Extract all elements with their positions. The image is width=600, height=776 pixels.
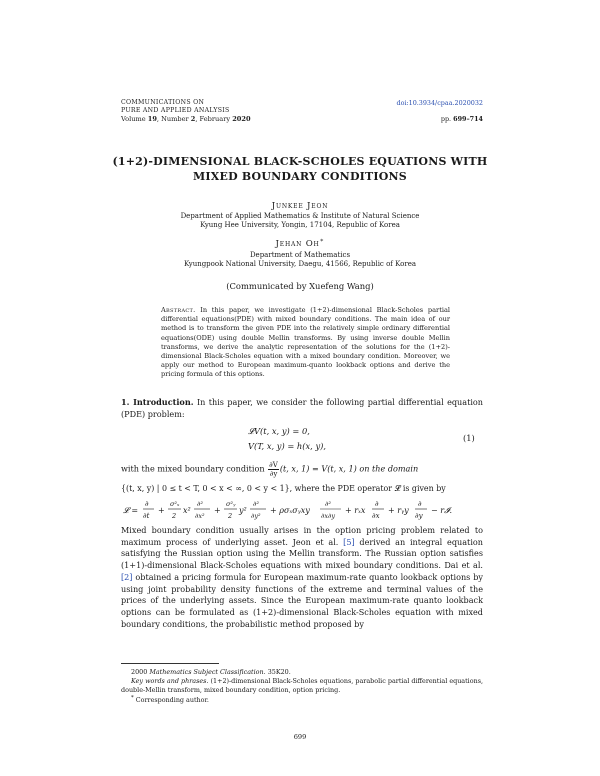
svg-text:∂²: ∂² — [253, 500, 259, 508]
page-number: 699 — [293, 733, 307, 741]
doi-link[interactable]: doi:10.3934/cpaa.2020032 — [396, 99, 483, 107]
author-1-name: Junkee Jeon — [271, 201, 329, 211]
intro-lead-text: In this paper, we consider the following partial differential equation (PDE) problem: — [121, 397, 484, 419]
citation-2[interactable]: [2] — [121, 571, 133, 582]
svg-text:2: 2 — [228, 512, 233, 520]
volume-line: Volume 19, Number 2, February 2020 — [121, 115, 251, 123]
svg-text:+: + — [158, 506, 165, 515]
svg-text:∂²: ∂² — [325, 500, 331, 508]
keywords-footnote: Key words and phrases. (1+2)-dimensional Black-Scholes equations, parabolic partial differential equations, double-Mellin transform, mixed boundary condition, option pricing. — [121, 676, 484, 694]
footnote-rule — [121, 663, 219, 664]
svg-text:+ rₓx: + rₓx — [345, 506, 366, 515]
section-heading: 1. Introduction. — [121, 397, 194, 407]
svg-text:2: 2 — [172, 512, 177, 520]
citation-5[interactable]: [5] — [343, 536, 355, 547]
svg-text:∂²: ∂² — [197, 500, 203, 508]
svg-text:∂x²: ∂x² — [195, 512, 205, 520]
corresponding-footnote: * Corresponding author. — [131, 695, 209, 705]
svg-text:∂x: ∂x — [372, 512, 380, 520]
author-1-affiliation: Department of Applied Mathematics & Institute of Natural Science Kyung Hee University, Yongin, 17104, Republic of Korea — [180, 212, 420, 230]
journal-header — [121, 99, 251, 123]
boundary-condition: with the mixed boundary condition $\frac{\partial V}{\partial y}$ (t, x, 1) = V(t, x, 1) on the domain — [121, 461, 419, 478]
corresponding-marker: ∗ — [319, 237, 325, 244]
abstract-label: Abstract. — [161, 306, 196, 314]
svg-text:x²: x² — [183, 506, 191, 515]
svg-text:∂: ∂ — [418, 500, 422, 508]
intro-paragraph-2: Mixed boundary condition usually arises in the option pricing problem related to maximum process of underlying asset. Jeon et al. [5] derived an integral equation satisfying the Russian option using the Mellin transform. The Russian option satisfies (1+1)-dimensional Black-Scholes equations with mixed boundary conditions. Dai et al. [2] obtained a pricing formula for European maximum-rate quanto lookback options by using joint probability density functions of the extreme and terminal values of the prices of the underlying assets. Since the European maximum-rate quanto lookback options can be formulated as (1+2)-dimensional Black-Scholes equation with mixed boundary conditions, the probabilistic method proposed by — [121, 525, 484, 629]
msc-footnote: 2000 Mathematics Subject Classification. 35K20. — [131, 668, 291, 676]
domain-text: {(t, x, y) | 0 ≤ t < T, 0 < x < ∞, 0 < y < 1}, where the PDE operator 𝓛 is given by — [121, 484, 446, 493]
operator-tail: − r𝓘. — [431, 506, 453, 515]
title-line2: MIXED BOUNDARY CONDITIONS — [193, 170, 407, 183]
author-2-affiliation: Department of Mathematics Kyungpook National University, Daegu, 41566, Republic of Korea — [183, 251, 417, 269]
svg-text:σ²ᵧ: σ²ᵧ — [226, 500, 236, 508]
page-range: pp. 699–714 — [440, 115, 483, 123]
svg-text:∂y: ∂y — [415, 512, 423, 520]
pde-operator-equation — [121, 497, 483, 523]
issue-number: 2 — [190, 115, 196, 123]
svg-text:y²: y² — [239, 506, 247, 515]
journal-name-line1: COMMUNICATIONS ON — [121, 99, 205, 106]
paper-title — [0, 154, 600, 184]
partial-fraction: $\frac{\partial V}{\partial y}$ — [269, 461, 278, 478]
author-2-name: Jehan Oh∗ — [275, 237, 325, 249]
intro-lead — [121, 397, 483, 420]
svg-text:∂y²: ∂y² — [251, 512, 261, 520]
equation-1 — [248, 426, 326, 451]
abstract-text: In this paper, we investigate (1+2)-dimensional Black-Scholes partial differential equations(PDE) with mixed boundary conditions. The main idea of our method is to transform the given PDE into the relatively simple ordinary differential equations(ODE) using double Mellin transforms. By using inverse double Mellin transforms, we derive the analytic representation of the solutions for the (1+2)-dimensional Black-Scholes equation with a mixed boundary condition. Moreover, we apply our method to European maximum-quanto lookback options and derive the pricing formula of this options. — [161, 306, 450, 379]
equation-1-line2: V(T, x, y) = h(x, y), — [248, 441, 327, 451]
equation-1-label: (1) — [463, 433, 475, 443]
equation-1-line1: 𝓛V(t, x, y) = 0, — [248, 426, 310, 436]
svg-text:+: + — [214, 506, 221, 515]
communicated-by: (Communicated by Xuefeng Wang) — [226, 281, 374, 291]
title-line1: (1+2)-DIMENSIONAL BLACK-SCHOLES EQUATIONS WITH — [112, 155, 488, 168]
svg-text:∂: ∂ — [145, 500, 149, 508]
journal-name-line2: PURE AND APPLIED ANALYSIS — [121, 107, 230, 114]
abstract — [161, 306, 450, 380]
volume-number: 19 — [147, 115, 157, 123]
svg-text:+ ρσₓσᵧxy: + ρσₓσᵧxy — [270, 506, 310, 515]
footnotes — [121, 668, 483, 705]
svg-text:σ²ₓ: σ²ₓ — [170, 500, 180, 508]
svg-text:∂t: ∂t — [143, 512, 150, 520]
svg-text:∂x∂y: ∂x∂y — [321, 512, 336, 520]
operator-lhs: 𝓛 = — [123, 506, 139, 515]
year: 2020 — [232, 115, 251, 123]
svg-text:+ rᵧy: + rᵧy — [388, 506, 409, 515]
svg-text:∂: ∂ — [375, 500, 379, 508]
